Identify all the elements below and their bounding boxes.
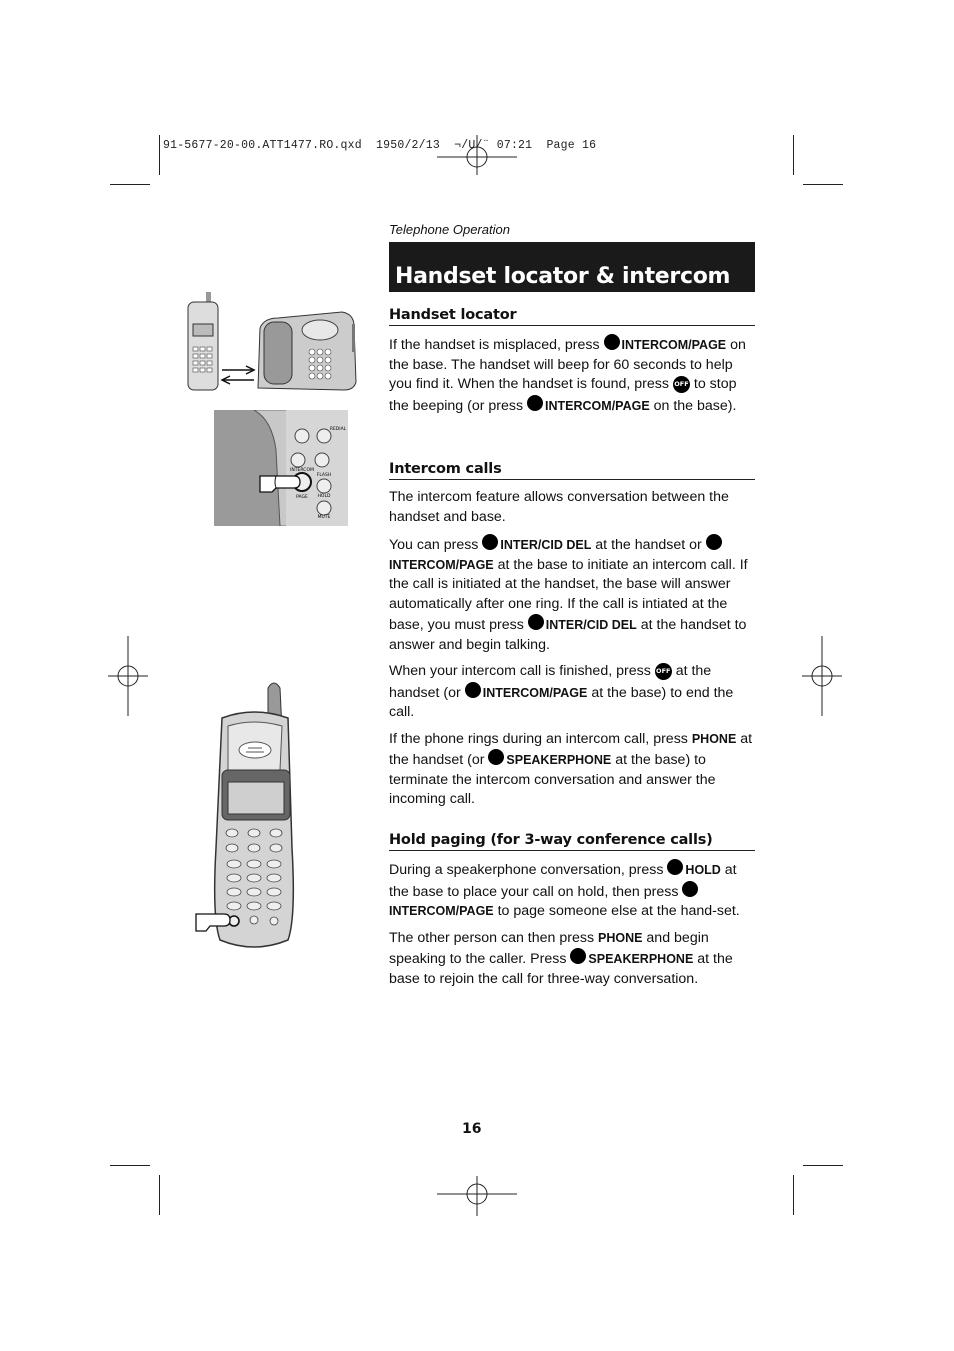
button-bullet-icon <box>570 948 586 964</box>
crop-mark <box>110 184 150 185</box>
paragraph: You can press INTER/CID DEL at the handset or INTERCOM/PAGE at the base to initiate an intercom call. If the call is initiated at the handset, the base will answer automatically after one ring. If the call is intiated at the base, you must press INTER/CID DEL at the handset to answer and begin talking. <box>389 534 755 655</box>
hold-button-label: HOLD <box>317 494 331 499</box>
button-bullet-icon <box>488 749 504 765</box>
button-label: SPEAKERPHONE <box>506 753 612 767</box>
page-number: 16 <box>462 1121 482 1137</box>
crop-mark <box>159 1175 160 1215</box>
button-label: INTER/CID DEL <box>500 538 592 552</box>
button-label: HOLD <box>685 863 721 877</box>
crop-mark <box>159 135 160 175</box>
file-slug-line: 91-5677-20-00.ATT1477.RO.qxd 1950/2/13 ¬/U/¨ 07:21 Page 16 <box>163 139 597 152</box>
registration-mark-icon <box>437 1176 517 1216</box>
heading-hold-paging: Hold paging (for 3-way conference calls) <box>389 832 755 851</box>
button-bullet-icon <box>604 334 620 350</box>
button-label: PHONE <box>598 930 643 945</box>
button-bullet-icon <box>667 859 683 875</box>
crop-mark <box>803 184 843 185</box>
button-label: INTERCOM/PAGE <box>482 685 588 700</box>
button-bullet-icon <box>527 395 543 411</box>
intercom-button-label: INTERCOM <box>290 468 314 473</box>
base-buttons-closeup-illustration <box>214 410 348 526</box>
handset-and-base-illustration <box>184 292 360 394</box>
button-bullet-icon <box>706 534 722 550</box>
paragraph: The other person can then press PHONE and begin speaking to the caller. Press SPEAKERPHONE at the base to rejoin the call for three-way conversation. <box>389 929 733 987</box>
title-banner <box>389 242 755 292</box>
registration-mark-icon <box>802 636 842 716</box>
page-button-label: PAGE <box>296 495 308 500</box>
registration-mark-icon <box>108 636 148 716</box>
handset-locator-text <box>389 334 755 423</box>
page-title: Handset locator & intercom <box>395 264 731 289</box>
handset-illustration <box>192 678 312 953</box>
button-label: INTERCOM/PAGE <box>389 904 494 918</box>
redial-button-label: REDIAL <box>329 427 347 432</box>
crop-mark <box>793 135 794 175</box>
button-bullet-icon <box>682 881 698 897</box>
button-label: INTERCOM/PAGE <box>389 557 494 572</box>
crop-mark <box>803 1165 843 1166</box>
section-label: Telephone Operation <box>389 222 510 237</box>
button-label: SPEAKERPHONE <box>588 952 694 966</box>
button-bullet-icon <box>528 614 544 630</box>
mute-button-label: MUTE <box>317 515 331 520</box>
button-label: INTER/CID DEL <box>545 618 637 632</box>
paragraph: If the handset is misplaced, press INTERCOM/PAGE on the base. The handset will beep for 60 seconds to help you find it. When the handset is found, press OFF to stop the beeping (or press INTERCOM/PAGE on the base). <box>389 334 755 416</box>
hold-paging-text <box>389 859 755 996</box>
paragraph: If the phone rings during an intercom call, press PHONE at the handset (or SPEAKERPHONE at the base) to terminate the intercom conversation and answer the incoming call. <box>389 730 753 807</box>
off-button-icon: OFF <box>655 663 672 680</box>
crop-mark <box>110 1165 150 1166</box>
button-label: INTERCOM/PAGE <box>545 398 650 413</box>
crop-mark <box>793 1175 794 1215</box>
heading-handset-locator: Handset locator <box>389 307 755 326</box>
button-bullet-icon <box>482 534 498 550</box>
intercom-calls-text <box>389 488 755 817</box>
paragraph: When your intercom call is finished, press OFF at the handset (or INTERCOM/PAGE at the base) to end the call. <box>389 663 734 720</box>
button-label: INTERCOM/PAGE <box>621 338 727 352</box>
heading-intercom-calls: Intercom calls <box>389 461 755 480</box>
flash-button-label: FLASH <box>316 473 332 478</box>
paragraph: During a speakerphone conversation, press HOLD at the base to place your call on hold, then press INTERCOM/PAGE to page someone else at the hand-set. <box>389 859 755 922</box>
paragraph: The intercom feature allows conversation between the handset and base. <box>389 489 729 525</box>
off-button-icon: OFF <box>673 376 690 393</box>
button-label: PHONE <box>691 731 737 746</box>
button-bullet-icon <box>465 682 481 698</box>
